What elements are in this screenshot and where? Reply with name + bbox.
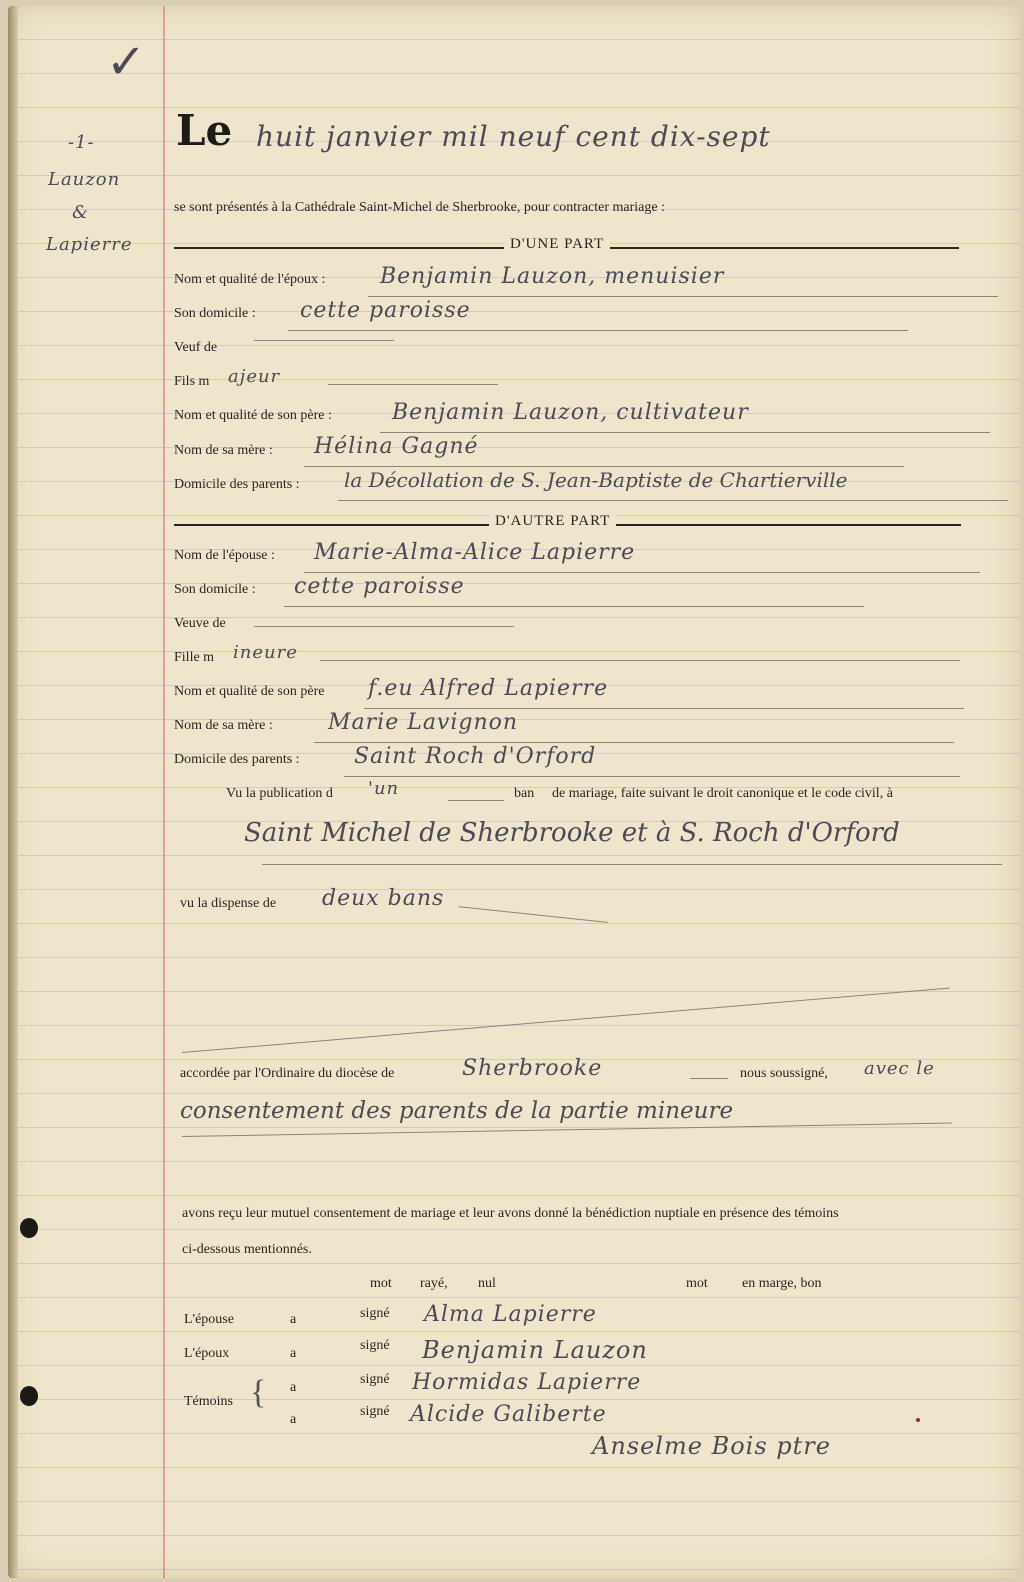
consent-line: consentement des parents de la partie mineure <box>180 1098 734 1124</box>
signature-a: a <box>290 1380 297 1395</box>
signature-groom: Benjamin Lauzon <box>422 1336 648 1364</box>
witness-brace: { <box>250 1374 267 1411</box>
groom-mother-value: Hélina Gagné <box>314 434 479 459</box>
bride-name-value: Marie-Alma-Alice Lapierre <box>314 540 636 565</box>
banns-places: Saint Michel de Sherbrooke et à S. Roch d'Orford <box>244 818 900 848</box>
underline <box>320 660 960 661</box>
groom-son-label: Fils m <box>174 374 210 389</box>
underline <box>288 330 908 331</box>
margin-name-1: Lauzon <box>48 169 121 190</box>
undersigned-text: nous soussigné, <box>740 1066 828 1081</box>
entry-number: -1- <box>68 132 95 153</box>
groom-domicile-value: cette paroisse <box>300 298 471 323</box>
bride-daughter-value: ineure <box>233 642 298 663</box>
underline <box>304 572 980 573</box>
underline <box>254 626 514 627</box>
bride-father-value: f.eu Alfred Lapierre <box>368 676 609 701</box>
signature-role-witnesses: Témoins <box>184 1394 233 1409</box>
bride-widow-label: Veuve de <box>174 616 226 631</box>
consent-text-line1: avons reçu leur mutuel consentement de mariage et leur avons donné la bénédiction nuptiale en présence des témoins <box>182 1206 839 1221</box>
underline <box>364 708 964 709</box>
signature-signe: signé <box>360 1306 390 1321</box>
marriage-date: huit janvier mil neuf cent dix-sept <box>256 120 771 153</box>
annotation-mot: mot <box>370 1276 392 1291</box>
signature-signe: signé <box>360 1372 390 1387</box>
bride-mother-label: Nom de sa mère : <box>174 718 273 733</box>
annotation-marge: en marge, bon <box>742 1276 822 1291</box>
granted-label: accordée par l'Ordinaire du diocèse de <box>180 1066 395 1081</box>
banns-suffix: de mariage, faite suivant le droit canonique et le code civil, à <box>552 786 893 801</box>
bride-domicile-label: Son domicile : <box>174 582 256 597</box>
signature-signe: signé <box>360 1404 390 1419</box>
ink-dot <box>916 1418 920 1422</box>
bride-domicile-value: cette paroisse <box>294 574 465 599</box>
binding-spine <box>8 6 18 1578</box>
binding-hole <box>20 1386 38 1406</box>
bride-mother-value: Marie Lavignon <box>328 710 519 735</box>
underline <box>380 432 990 433</box>
underline <box>254 340 394 341</box>
bride-father-label: Nom et qualité de son père <box>174 684 325 699</box>
groom-parents-domicile-label: Domicile des parents : <box>174 477 300 492</box>
bride-parents-domicile-label: Domicile des parents : <box>174 752 300 767</box>
underline <box>304 466 904 467</box>
filler-line <box>182 988 949 1053</box>
groom-name-label: Nom et qualité de l'époux : <box>174 272 326 287</box>
bride-daughter-label: Fille m <box>174 650 215 665</box>
banns-prefix: Vu la publication d <box>226 786 333 801</box>
margin-ampersand: & <box>72 202 90 223</box>
signature-bride: Alma Lapierre <box>424 1302 597 1327</box>
annotation-raye: rayé, <box>420 1276 448 1291</box>
margin-rule <box>163 6 165 1578</box>
banns-count: 'un <box>368 778 400 799</box>
groom-widower-label: Veuf de <box>174 340 218 355</box>
underline <box>448 800 504 801</box>
underline <box>344 776 960 777</box>
signature-role-groom: L'époux <box>184 1346 230 1361</box>
underline <box>368 296 998 297</box>
underline <box>458 906 607 923</box>
consent-text-line2: ci-dessous mentionnés. <box>182 1242 312 1257</box>
underline <box>338 500 1008 501</box>
underline <box>690 1078 728 1079</box>
underline <box>182 1123 952 1137</box>
annotation-nul: nul <box>478 1276 496 1291</box>
checkmark: ✓ <box>106 36 147 89</box>
signature-witness-1: Hormidas Lapierre <box>412 1370 642 1395</box>
margin-name-2: Lapierre <box>46 234 133 255</box>
dispensation-label: vu la dispense de <box>180 896 277 911</box>
diocese-value: Sherbrooke <box>462 1056 603 1081</box>
groom-name-value: Benjamin Lauzon, menuisier <box>380 264 725 289</box>
groom-mother-label: Nom de sa mère : <box>174 443 273 458</box>
register-page <box>8 6 1020 1578</box>
priest-signature: Anselme Bois ptre <box>592 1432 831 1460</box>
bride-parents-domicile-value: Saint Roch d'Orford <box>354 744 597 769</box>
initial-le: Le <box>176 106 233 155</box>
intro-text: se sont présentés à la Cathédrale Saint-Michel de Sherbrooke, pour contracter mariage : <box>174 200 665 215</box>
signature-a: a <box>290 1412 297 1427</box>
groom-son-value: ajeur <box>228 366 281 387</box>
dispensation-value: deux bans <box>322 886 445 911</box>
banns-ban-label: ban <box>514 786 535 801</box>
signature-signe: signé <box>360 1338 390 1353</box>
annotation-mot-2: mot <box>686 1276 708 1291</box>
groom-domicile-label: Son domicile : <box>174 306 256 321</box>
groom-parents-domicile-value: la Décollation de S. Jean-Baptiste de Chartierville <box>344 468 848 492</box>
groom-section-title: D'UNE PART <box>504 236 610 253</box>
underline <box>262 864 1002 865</box>
groom-father-value: Benjamin Lauzon, cultivateur <box>392 400 749 425</box>
consent-start: avec le <box>864 1058 935 1079</box>
bride-section-title: D'AUTRE PART <box>489 513 616 530</box>
signature-a: a <box>290 1312 297 1327</box>
underline <box>314 742 954 743</box>
signature-role-bride: L'épouse <box>184 1312 234 1327</box>
bride-name-label: Nom de l'épouse : <box>174 548 275 563</box>
signature-witness-2: Alcide Galiberte <box>410 1402 607 1427</box>
groom-father-label: Nom et qualité de son père : <box>174 408 332 423</box>
underline <box>284 606 864 607</box>
binding-hole <box>20 1218 38 1238</box>
signature-a: a <box>290 1346 297 1361</box>
underline <box>328 384 498 385</box>
